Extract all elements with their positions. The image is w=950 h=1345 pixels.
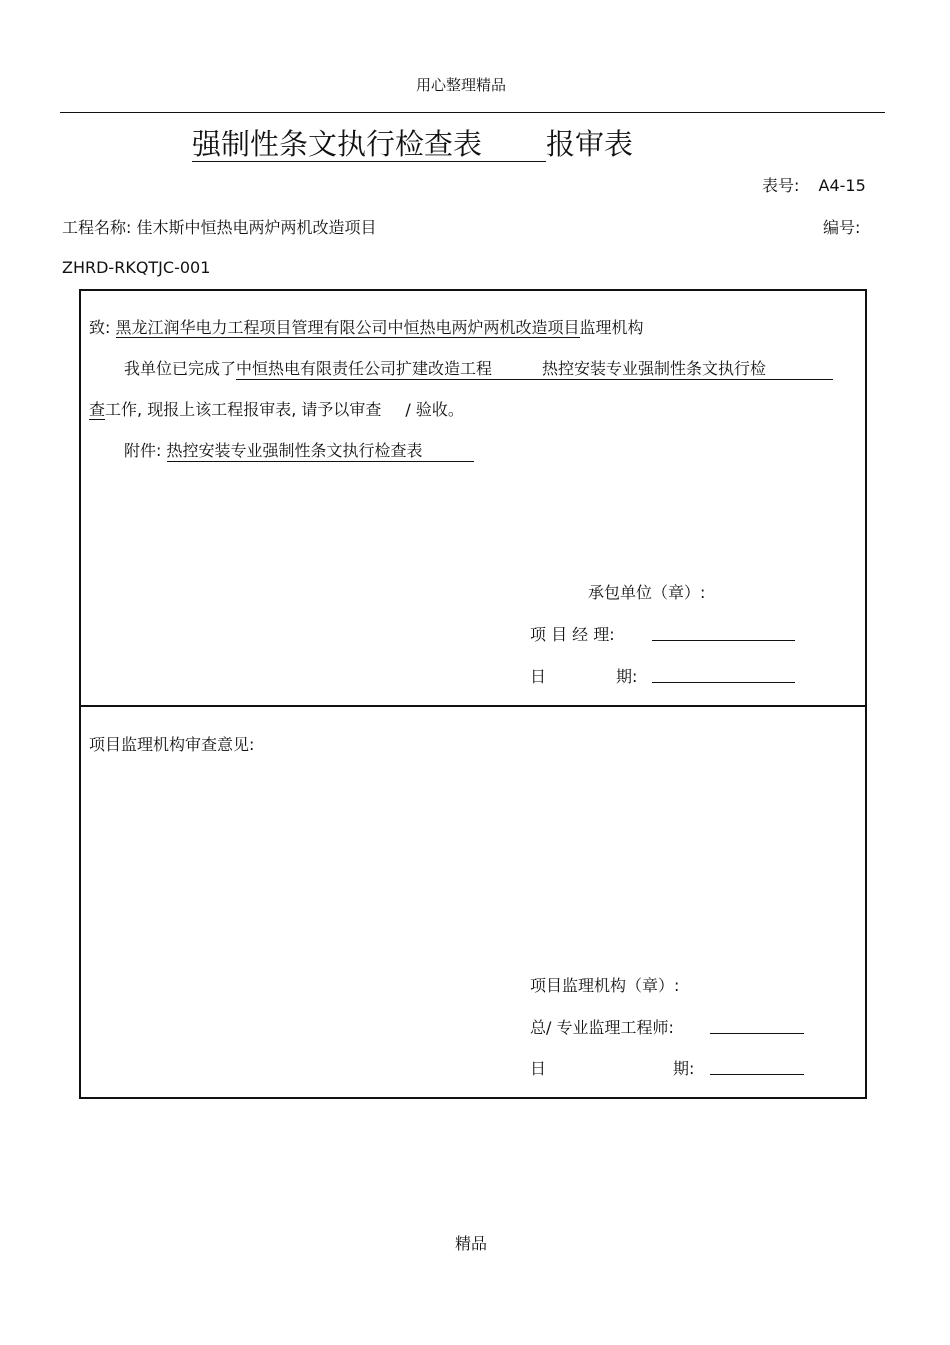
form-box	[79, 289, 867, 1099]
review-opinion-label: 项目监理机构审查意见:	[89, 735, 255, 754]
statement-acceptance: / 验收。	[405, 400, 464, 419]
addressee-line	[89, 315, 644, 338]
statement-scope-end: 查	[89, 400, 106, 419]
engineer-label: 总/ 专业监理工程师:	[530, 1018, 674, 1037]
page-header: 用心整理精品	[416, 76, 507, 94]
upper-date-line[interactable]	[652, 682, 795, 683]
upper-date-label-2: 期:	[616, 667, 638, 686]
attachment-value	[167, 438, 474, 462]
form-number-value: A4-15	[818, 176, 866, 195]
title-blank	[482, 127, 546, 162]
upper-date-label-1: 日	[530, 667, 547, 686]
attachment-title: 热控安装专业强制性条文执行检查表	[166, 441, 423, 460]
title-main: 强制性条文执行检查表	[192, 127, 483, 161]
contractor-label: 承包单位（章）:	[588, 583, 706, 602]
addressee-value	[116, 318, 580, 338]
page-footer: 精品	[455, 1234, 488, 1253]
header-rule	[60, 112, 885, 113]
form-number-label: 表号:	[762, 176, 800, 195]
supervision-org-label: 项目监理机构（章）:	[530, 976, 680, 995]
statement-line-1	[124, 356, 833, 380]
page-title	[192, 122, 633, 163]
addressee-org: 黑龙江润华电力工程项目管理有限公司中恒热电两炉两机改造项目	[115, 318, 580, 337]
project-name-label: 工程名称:	[62, 218, 132, 237]
lower-date-label-2: 期:	[673, 1059, 695, 1078]
addressee-suffix: 监理机构	[579, 318, 644, 337]
statement-project-scope: 热控安装专业强制性条文执行检	[542, 359, 767, 378]
attachment-line	[124, 438, 474, 462]
manager-label: 项 目 经 理:	[530, 625, 615, 644]
statement-project-name: 中恒热电有限责任公司扩建改造工程	[236, 359, 493, 378]
lower-date-label-1: 日	[530, 1059, 547, 1078]
serial-label: 编号:	[823, 218, 861, 237]
statement-prefix: 我单位已完成了	[124, 359, 237, 378]
title-suffix: 报审表	[546, 127, 634, 161]
project-name-value: 佳木斯中恒热电两炉两机改造项目	[136, 218, 377, 237]
statement-project	[236, 356, 833, 380]
manager-signature-line[interactable]	[652, 640, 795, 641]
attachment-label: 附件:	[124, 441, 162, 460]
serial-value: ZHRD-RKQTJC-001	[62, 258, 211, 277]
section-divider	[81, 705, 865, 707]
lower-date-line[interactable]	[710, 1074, 804, 1075]
project-name	[62, 215, 377, 238]
engineer-signature-line[interactable]	[710, 1033, 804, 1034]
form-number	[762, 173, 866, 196]
statement-request: 工作, 现报上该工程报审表, 请予以审查	[105, 400, 382, 419]
addressee-label: 致:	[89, 318, 111, 337]
statement-line-2	[89, 397, 464, 420]
